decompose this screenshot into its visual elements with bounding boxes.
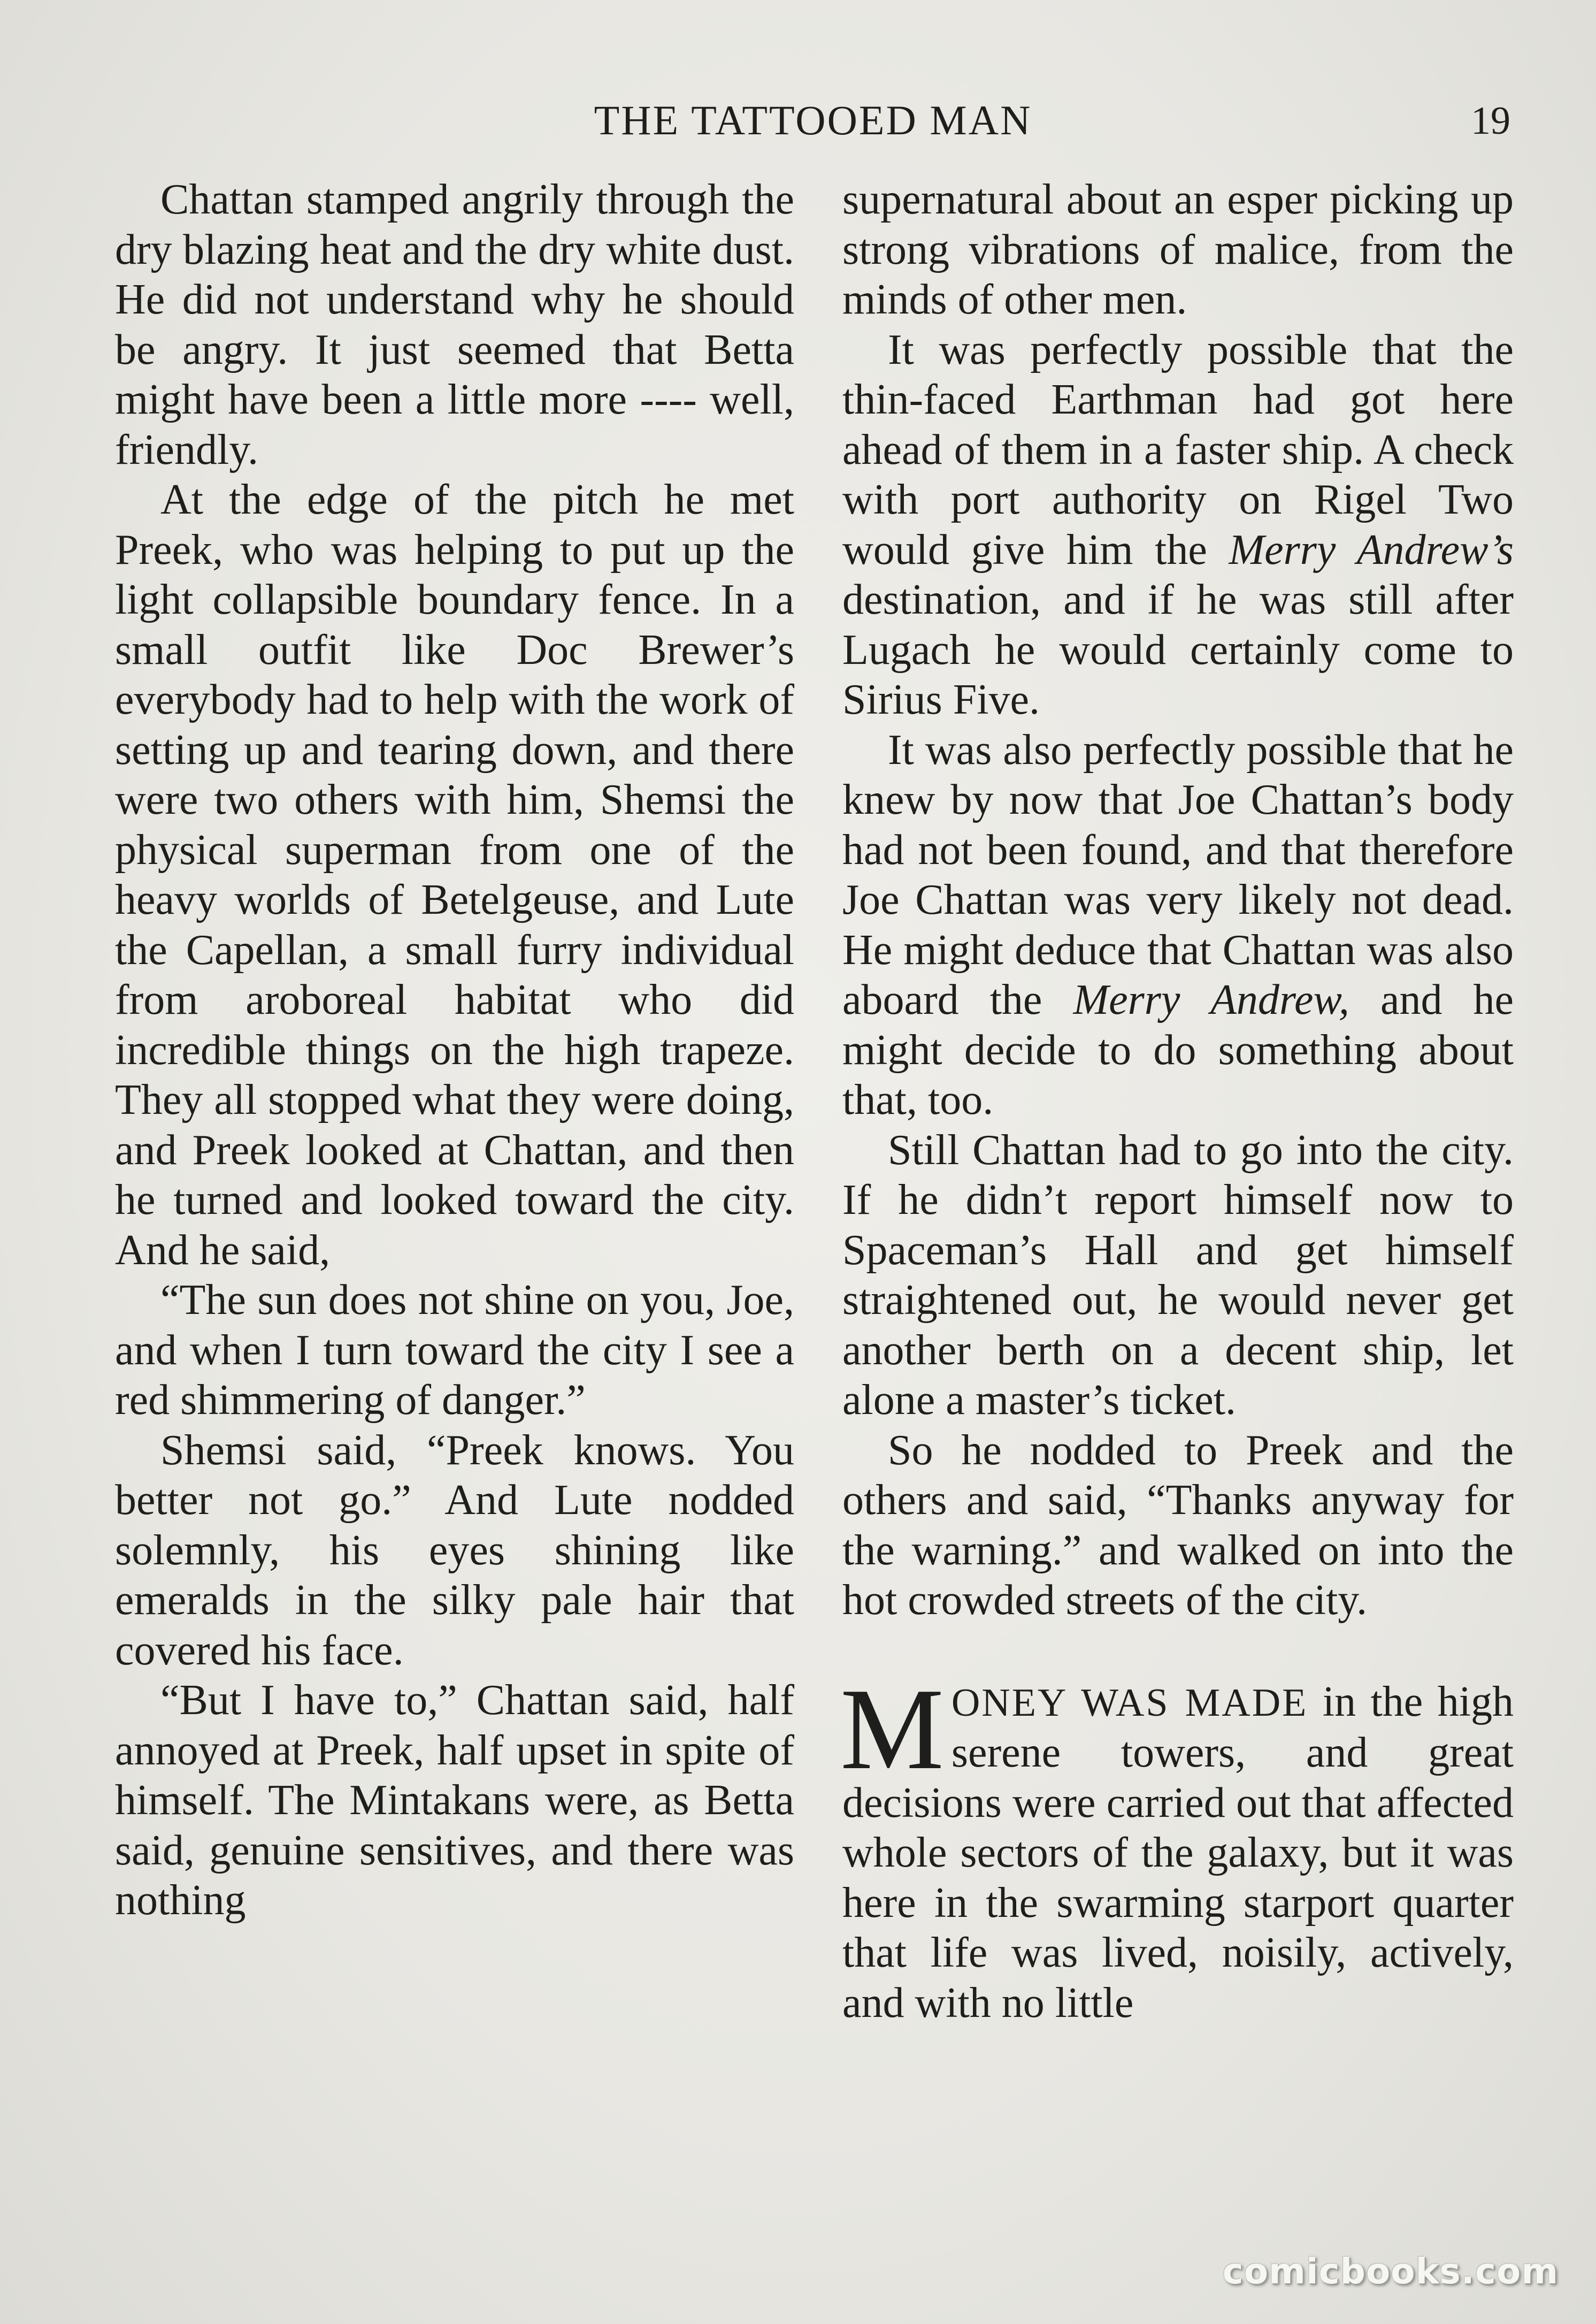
paragraph: Shemsi said, “Preek knows. You better not go.” And Lute nodded solemnly, his eyes shining like emeralds in the silky pale hair that covered his face. bbox=[115, 1426, 794, 1674]
section-opening-paragraph bbox=[840, 1664, 1514, 2029]
paragraph: So he nodded to Preek and the others and said, “Thanks anyway for the warning.” and walked on into the hot crowded streets of the city. bbox=[842, 1426, 1514, 1624]
running-title: THE TATTOOED MAN bbox=[594, 97, 1032, 143]
paragraph: At the edge of the pitch he met Preek, who was helping to put up the light collapsible boundary fence. In a small outfit like Doc Brewer’s everybody had to help with the work of setting up and tearing down, and there were two others with him, Shemsi the physical superman from one of the heavy worlds of Betelgeuse, and Lute the Capellan, a small furry individual from aroboreal habitat who did incredible things on the high trapeze. They all stopped what they were doing, and Preek looked at Chattan, and then he turned and looked toward the city. And he said, bbox=[115, 476, 794, 1274]
paragraph: “The sun does not shine on you, Joe, and when I turn toward the city I see a red shimmering of danger.” bbox=[115, 1276, 794, 1424]
text-run: and he might decide to do something about that, too. bbox=[842, 976, 1514, 1123]
ship-name: Merry Andrew’s bbox=[1229, 526, 1514, 574]
text-run: destination, and if he was still after Lugach he would certainly come to Sirius Five. bbox=[842, 576, 1514, 723]
text-run: It was perfectly possible that the thin-faced Earthman had got here ahead of them in a faster ship. A check with port authority on Rigel Two would give him the bbox=[842, 326, 1514, 574]
paragraph: Still Chattan had to go into the city. If he didn’t report himself now to Spaceman’s Hall and get himself straightened out, he would never get another berth on a decent ship, let alone a master’s ticket. bbox=[842, 1126, 1514, 1424]
drop-cap: M bbox=[840, 1664, 944, 1794]
paragraph: “But I have to,” Chattan said, half annoyed at Preek, half upset in spite of himself. The Mintakans were, as Betta said, genuine sensitives, and there was nothing bbox=[115, 1677, 794, 1924]
paragraph bbox=[842, 725, 1514, 1126]
page-number: 19 bbox=[1471, 99, 1510, 143]
paragraph: supernatural about an esper picking up strong vibrations of malice, from the minds of other men. bbox=[842, 176, 1514, 323]
text-run: It was also perfectly possible that he knew by now that Joe Chattan’s body had not been found, and that therefore Joe Chattan was very likely not dead. He might deduce that Chattan was also aboard the bbox=[842, 726, 1514, 1023]
small-caps-lead: ONEY WAS MADE bbox=[951, 1680, 1308, 1725]
right-column bbox=[842, 175, 1514, 2028]
running-head bbox=[0, 96, 1596, 160]
paragraph bbox=[842, 325, 1514, 725]
watermark: comicbooks.com bbox=[1222, 2251, 1559, 2292]
left-column bbox=[115, 175, 794, 1926]
text-run: in the high serene towers, and great decisions were carried out that affected whole sectors of the galaxy, but it was here in the swarming starport quarter that life was lived, noisily, actively, and with no little bbox=[842, 1678, 1514, 2027]
ship-name: Merry Andrew, bbox=[1073, 976, 1349, 1023]
paragraph: Chattan stamped angrily through the dry blazing heat and the dry white dust. He did not understand why he should be angry. It just seemed that Betta might have been a little more ---- well, friendly. bbox=[115, 176, 794, 473]
